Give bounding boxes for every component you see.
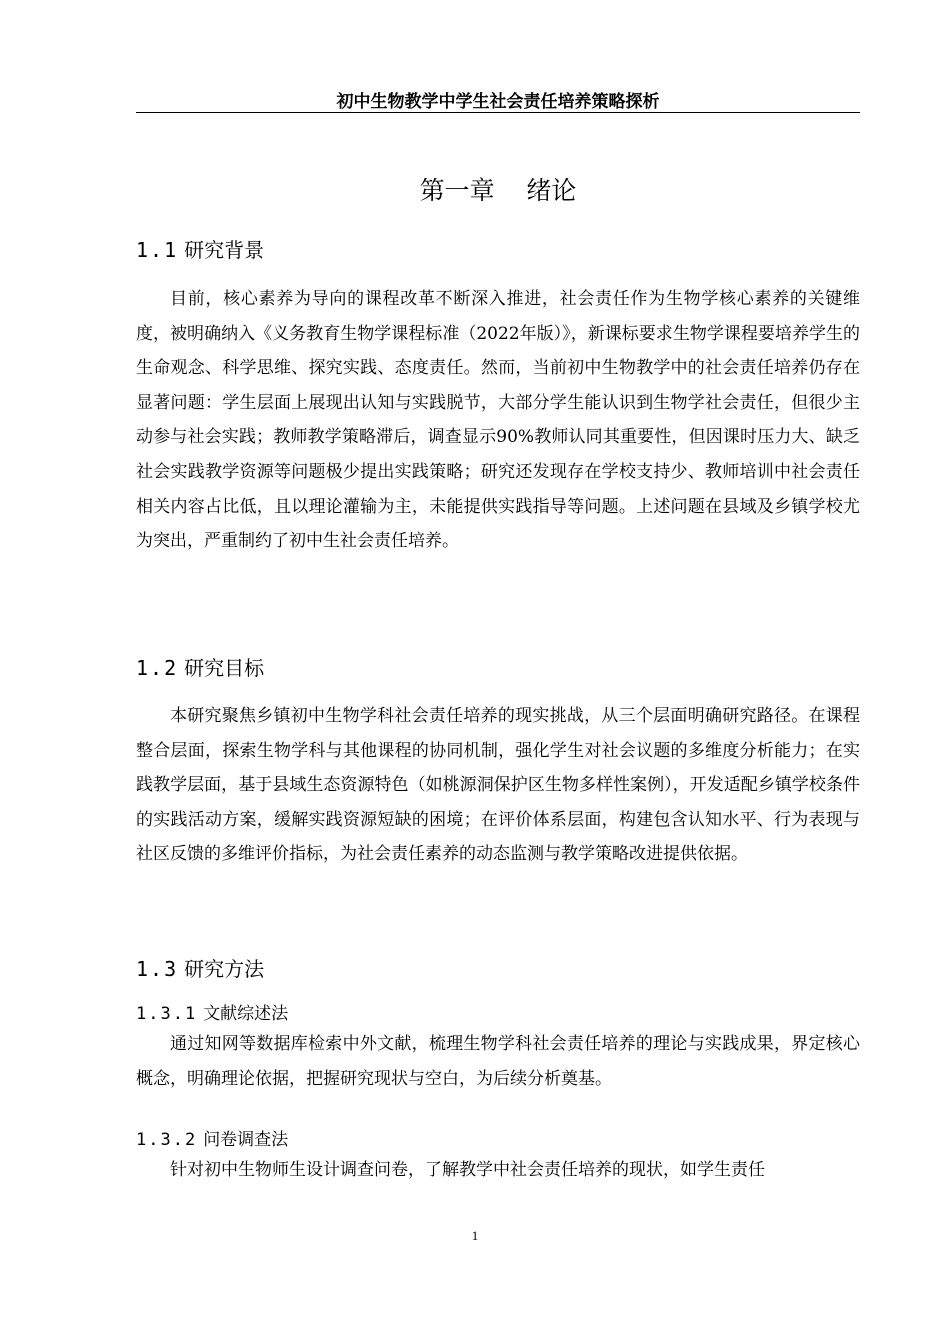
subsection-title: 文献综述法 — [203, 1004, 289, 1024]
section-heading-1-2 — [136, 654, 264, 682]
page-number: 1 — [471, 1228, 479, 1243]
section-number: 1.2 — [136, 656, 179, 680]
chapter-title: 第一章 绪论 — [419, 176, 577, 205]
paragraph-research-background: 目前，核心素养为导向的课程改革不断深入推进，社会责任作为生物学核心素养的关键维度，被明确纳入《义务教育生物学课程标准（2022年版）》，新课标要求生物学课程要培养学生的生命观念、科学思维、探究实践、态度责任。然而，当前初中生物教学中的社会责任培养仍存在显著问题：学生层面上展现出认知与实践脱节，大部分学生能认识到生物学社会责任，但很少主动参与社会实践；教师教学策略滞后，调查显示90%教师认同其重要性，但因课时压力大、缺乏社会实践教学资源等问题极少提出实践策略；研究还发现存在学校支持少、教师培训中社会责任相关内容占比低，且以理论灌输为主，未能提供实践指导等问题。上述问题在县域及乡镇学校尤为突出，严重制约了初中生社会责任培养。 — [136, 289, 860, 552]
paragraph-research-goals: 本研究聚焦乡镇初中生物学科社会责任培养的现实挑战，从三个层面明确研究路径。在课程整合层面，探索生物学科与其他课程的协同机制，强化学生对社会议题的多维度分析能力；在实践教学层面，基于县域生态资源特色（如桃源洞保护区生物多样性案例），开发适配乡镇学校条件的实践活动方案，缓解实践资源短缺的困境；在评价体系层面，构建包含认知水平、行为表现与社区反馈的多维评价指标，为社会责任素养的动态监测与教学策略改进提供依据。 — [136, 706, 860, 865]
subsection-title: 问卷调查法 — [203, 1130, 289, 1150]
section-title: 研究目标 — [184, 656, 265, 680]
section-number: 1.1 — [136, 238, 179, 262]
paragraph-questionnaire: 针对初中生物师生设计调查问卷，了解教学中社会责任培养的现状，如学生责任 — [170, 1160, 765, 1180]
section-number: 1.3 — [136, 957, 179, 981]
subsection-heading-1-3-1 — [136, 1001, 288, 1027]
header-rule — [136, 112, 860, 113]
running-header-title: 初中生物教学中学生社会责任培养策略探析 — [336, 92, 660, 112]
section-heading-1-1 — [136, 236, 264, 264]
section-heading-1-3 — [136, 955, 264, 983]
subsection-number: 1.3.2 — [136, 1130, 198, 1150]
section-title: 研究背景 — [184, 238, 265, 262]
section-title: 研究方法 — [184, 957, 265, 981]
paragraph-literature-review: 通过知网等数据库检索中外文献，梳理生物学科社会责任培养的理论与实践成果，界定核心概念，明确理论依据，把握研究现状与空白，为后续分析奠基。 — [136, 1034, 860, 1089]
subsection-number: 1.3.1 — [136, 1004, 198, 1024]
subsection-heading-1-3-2 — [136, 1127, 288, 1153]
